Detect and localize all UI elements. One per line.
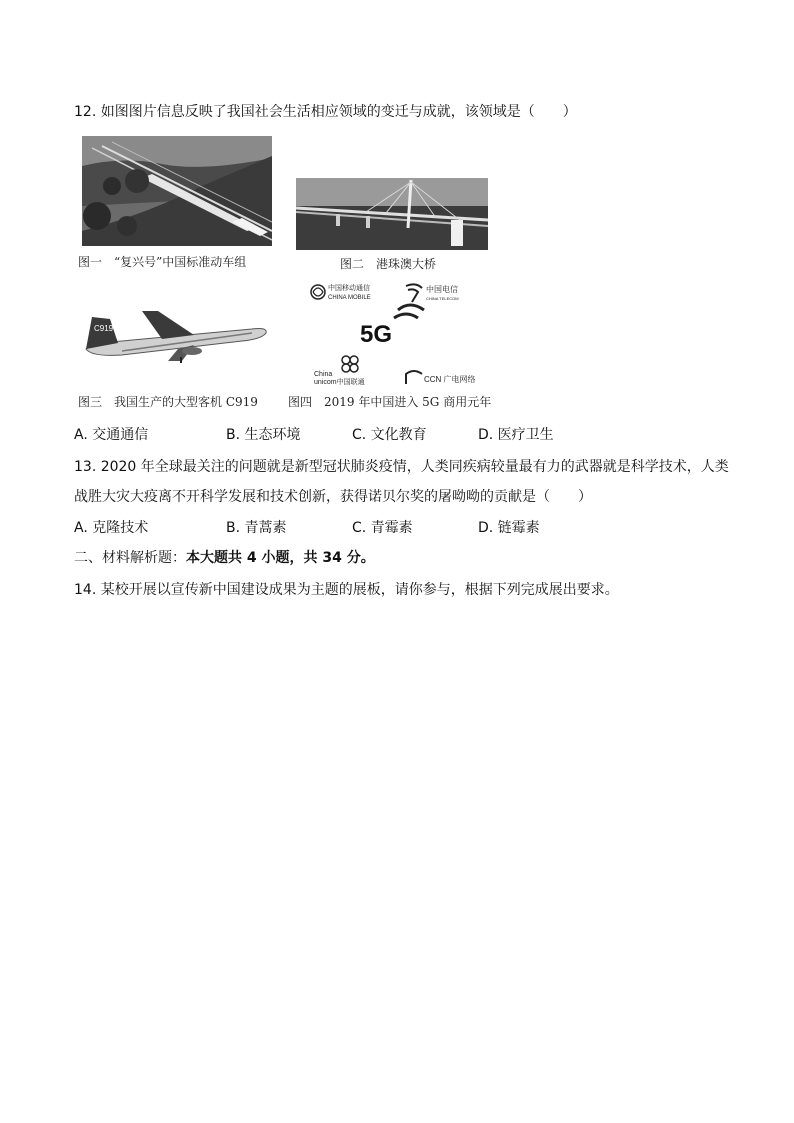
fig1-caption: 图一 “复兴号”中国标准动车组 [78, 255, 247, 269]
q12-option-b[interactable]: B. 生态环境 [226, 427, 301, 443]
china-telecom-en-label: CHINA TELECOM [426, 296, 459, 301]
china-mobile-en-label: CHINA MOBILE [328, 295, 371, 301]
q12-option-c[interactable]: C. 文化教育 [352, 427, 427, 443]
fig4-logos [306, 280, 496, 390]
ccn-label: CCN 广电网络 [424, 375, 476, 384]
q13-option-a[interactable]: A. 克隆技术 [74, 520, 149, 536]
q12-option-a[interactable]: A. 交通通信 [74, 427, 149, 443]
china-mobile-cn-label: 中国移动通信 [328, 285, 370, 292]
q14-stem: 14. 某校开展以宣传新中国建设成果为主题的展板，请你参与，根据下列完成展出要求。 [74, 582, 619, 598]
fig2-caption: 图二 港珠澳大桥 [340, 257, 437, 271]
fig3-airplane-photo [82, 305, 272, 365]
fig3-caption: 图三 我国生产的大型客机 C919 [78, 395, 258, 409]
fig2-bridge-photo [296, 178, 488, 250]
section2-prefix: 二、材料解析题： [74, 550, 186, 566]
section2-detail: 本大题共 4 小题，共 34 分。 [186, 550, 375, 566]
unicom-en-label-1: China [314, 371, 333, 378]
q12-option-d[interactable]: D. 医疗卫生 [478, 427, 554, 443]
q12-stem: 12. 如图图片信息反映了我国社会生活相应领域的变迁与成就，该领域是（ ） [74, 104, 577, 120]
fig3-tail-text: C919 [94, 324, 114, 333]
q13-stem-line2: 战胜大灾大疫离不开科学发展和技术创新，获得诺贝尔奖的屠呦呦的贡献是（ ） [74, 489, 592, 505]
section2-heading [74, 548, 375, 568]
china-telecom-cn-label: 中国电信 [426, 285, 458, 294]
five-g-label: 5G [360, 321, 393, 348]
fig1-train-photo [82, 136, 272, 246]
fig4-caption: 图四 2019 年中国进入 5G 商用元年 [288, 395, 492, 409]
q13-option-b[interactable]: B. 青蒿素 [226, 520, 287, 536]
q13-stem-line1: 13. 2020 年全球最关注的问题就是新型冠状肺炎疫情，人类同疾病较量最有力的武器就是科学技术，人类 [74, 459, 729, 475]
q13-option-d[interactable]: D. 链霉素 [478, 520, 540, 536]
unicom-en-label-2: unicom中国联通 [314, 379, 365, 386]
q13-option-c[interactable]: C. 青霉素 [352, 520, 413, 536]
